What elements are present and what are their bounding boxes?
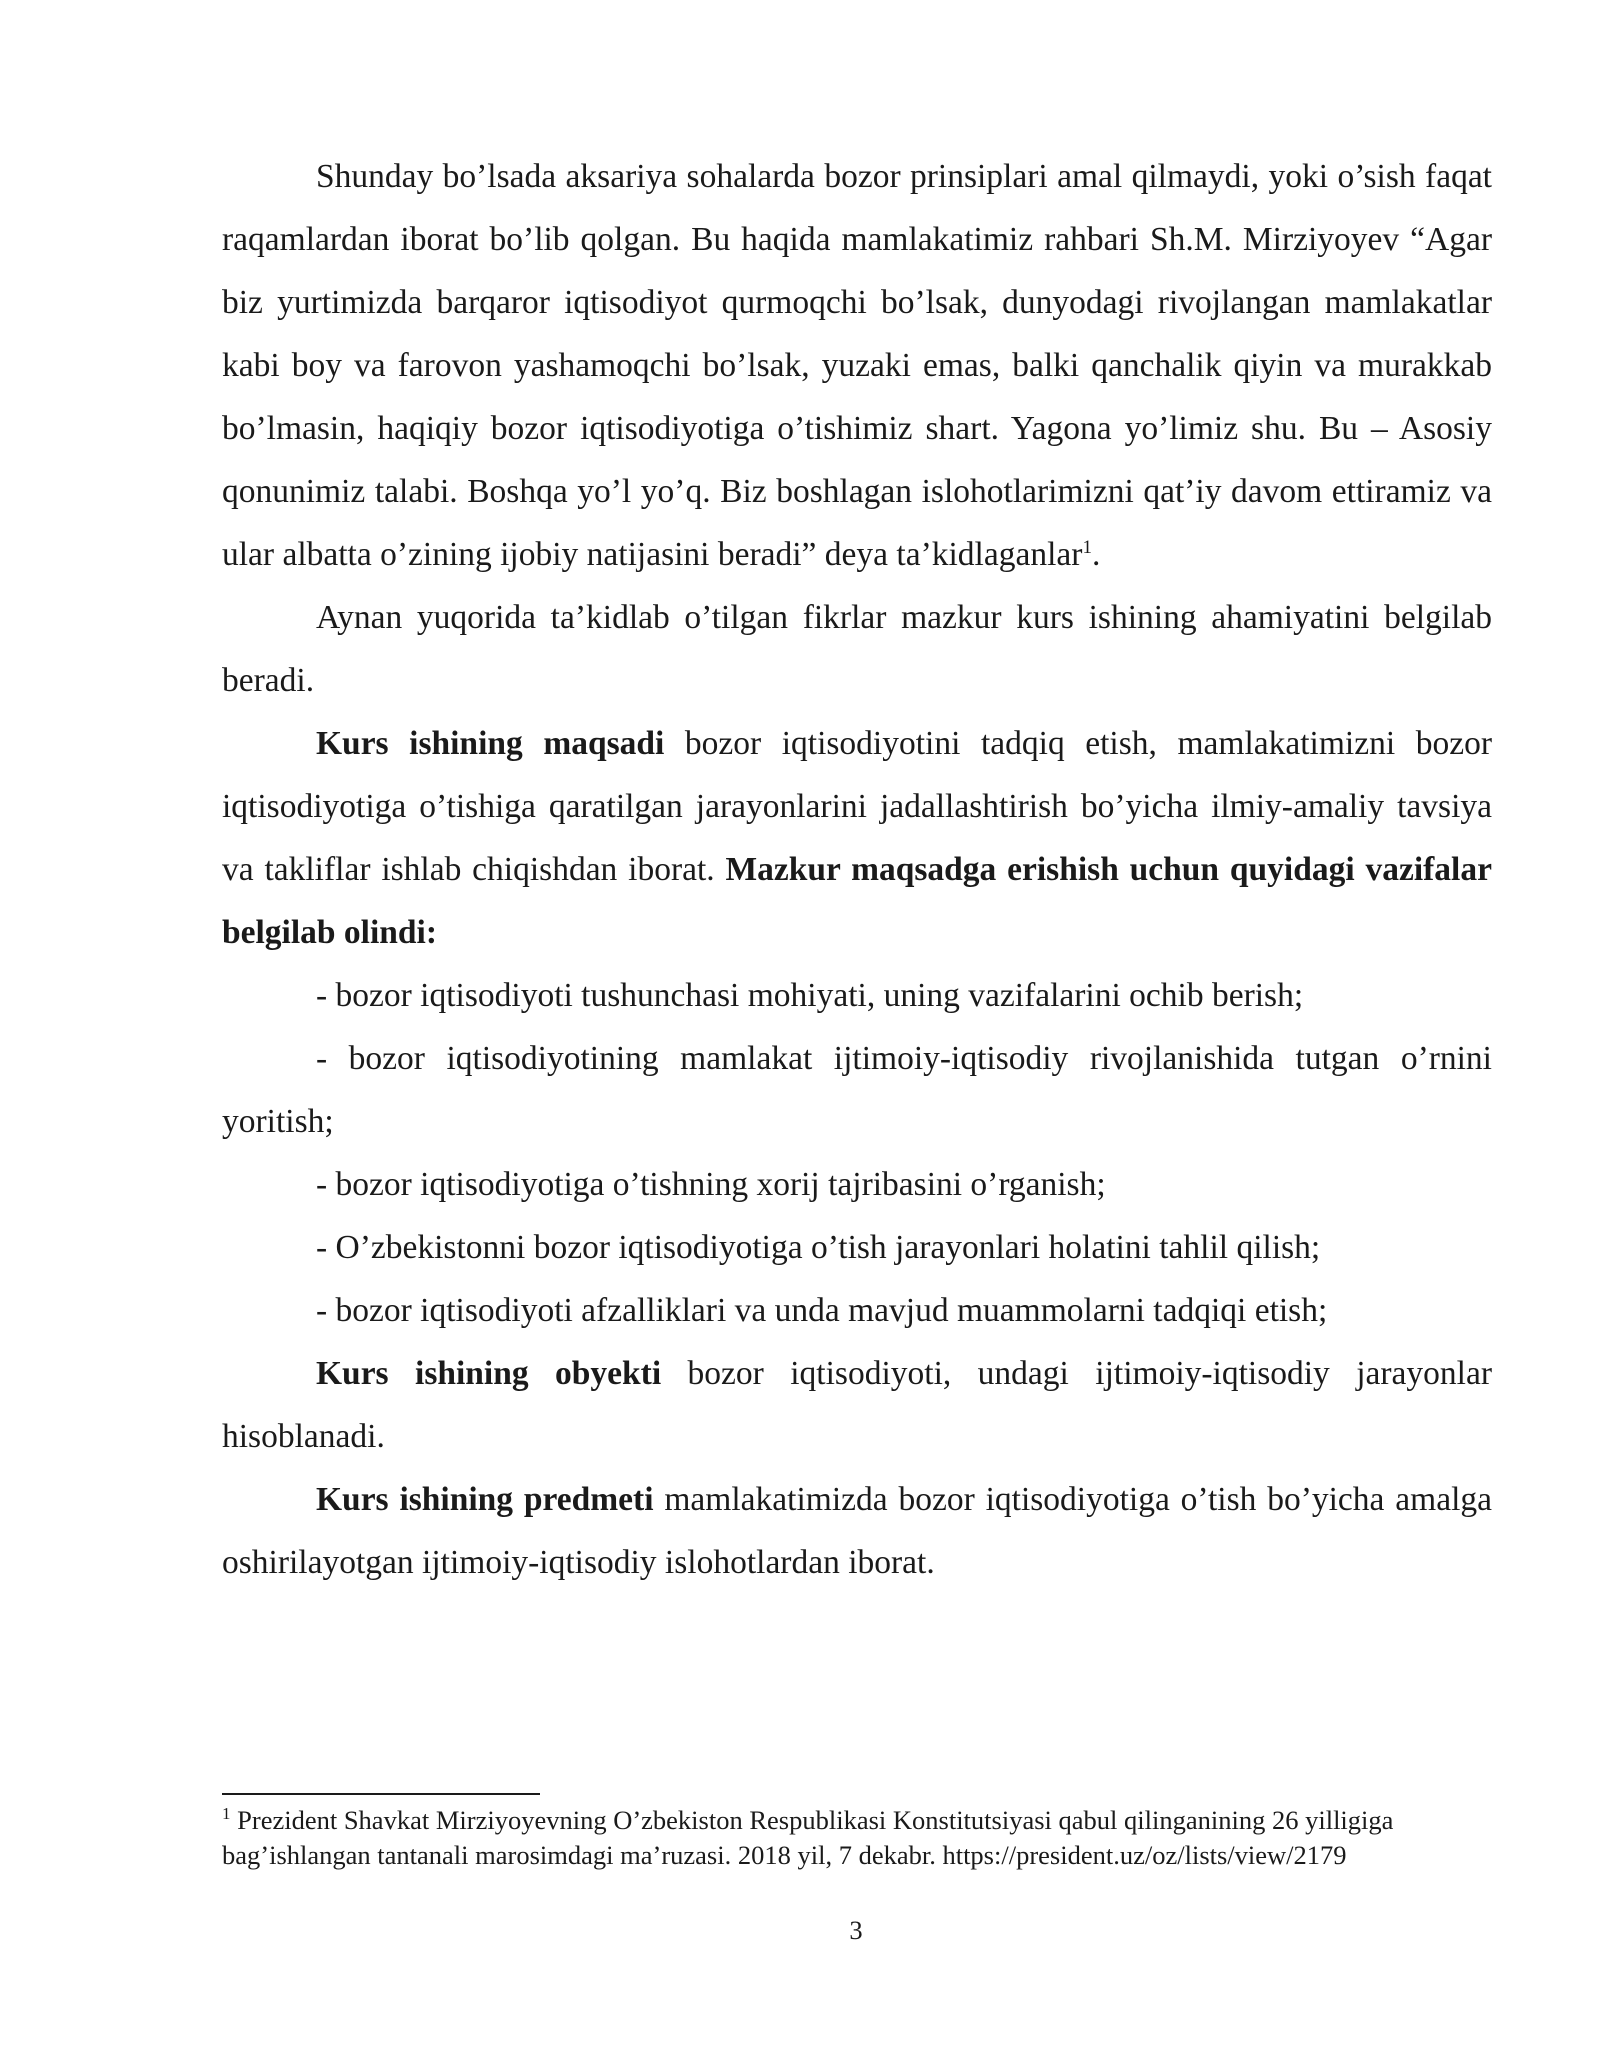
- paragraph-intro-text: Shunday bo’lsada aksariya sohalarda bozor prinsiplari amal qilmaydi, yoki o’sish faqat raqamlardan iborat bo’lib qolgan. Bu haqida mamlakatimiz rahbari Sh.M. Mirziyoyev “Agar biz yurtimizda barqaror iqtisodiyot qurmoqchi bo’lsak, dunyodagi rivojlangan mamlakatlar kabi boy va farovon yashamoqchi bo’lsak, yuzaki emas, balki qanchalik qiyin va murakkab bo’lmasin, haqiqiy bozor iqtisodiyotiga o’tishimiz shart. Yagona yo’limiz shu. Bu – Asosiy qonunimiz talabi. Boshqa yo’l yo’q. Biz boshlagan islohotlarimizni qat’iy davom ettiramiz va ular albatta o’zining ijobiy natijasini beradi” deya ta’kidlaganlar: [222, 158, 1492, 573]
- paragraph-intro: [222, 145, 1492, 586]
- paragraph-intro-end: .: [1091, 536, 1101, 573]
- footnote-reference[interactable]: 1: [1082, 536, 1092, 558]
- document-body: [222, 145, 1492, 1594]
- footnote: [222, 1803, 1482, 1873]
- object-text: bozor iqtisodiyoti, undagi ijtimoiy-iqtisodiy jarayonlar hisoblanadi.: [222, 1355, 1492, 1455]
- task-item: - bozor iqtisodiyoti tushunchasi mohiyati, uning vazifalarini ochib berish;: [316, 977, 1304, 1014]
- paragraph-object: [222, 1342, 1492, 1468]
- footnote-text: Prezident Shavkat Mirziyoyevning O’zbekiston Respublikasi Konstitutsiyasi qabul qilinganining 26 yilligiga bag’ishlangan tantanali marosimdagi ma’ruzasi. 2018 yil, 7 dekabr. https://president.uz/oz/lists/view/2179: [222, 1805, 1394, 1870]
- paragraph-relevance: Aynan yuqorida ta’kidlab o’tilgan fikrlar mazkur kurs ishining ahamiyatini belgilab beradi.: [222, 599, 1492, 699]
- goal-text: bozor iqtisodiyotini tadqiq etish, mamlakatimizni bozor iqtisodiyotiga o’tishiga qaratilgan jarayonlarini jadallashtirish bo’yicha ilmiy-amaliy tavsiya va takliflar ishlab chiqishdan iborat.: [222, 725, 1492, 888]
- task-item: - bozor iqtisodiyotining mamlakat ijtimoiy-iqtisodiy rivojlanishida tutgan o’rnini yoritish;: [222, 1040, 1492, 1140]
- task-item: - O’zbekistonni bozor iqtisodiyotiga o’tish jarayonlari holatini tahlil qilish;: [316, 1229, 1321, 1266]
- paragraph-goal: [222, 712, 1492, 964]
- task-item: - bozor iqtisodiyoti afzalliklari va unda mavjud muammolarni tadqiqi etish;: [316, 1292, 1328, 1329]
- object-heading: Kurs ishining obyekti: [316, 1355, 662, 1392]
- footnote-marker: 1: [222, 1804, 231, 1824]
- paragraph-subject: [222, 1468, 1492, 1594]
- goal-heading: Kurs ishining maqsadi: [316, 725, 665, 762]
- subject-heading: Kurs ishining predmeti: [316, 1481, 654, 1518]
- task-item: - bozor iqtisodiyotiga o’tishning xorij tajribasini o’rganish;: [316, 1166, 1106, 1203]
- tasks-heading: Mazkur maqsadga erishish uchun quyidagi vazifalar belgilab olindi:: [222, 851, 1492, 951]
- subject-text: mamlakatimizda bozor iqtisodiyotiga o’tish bo’yicha amalga oshirilayotgan ijtimoiy-iqtisodiy islohotlardan iborat.: [222, 1481, 1492, 1581]
- footnote-separator: [222, 1793, 540, 1795]
- page-number: 3: [849, 1915, 863, 1945]
